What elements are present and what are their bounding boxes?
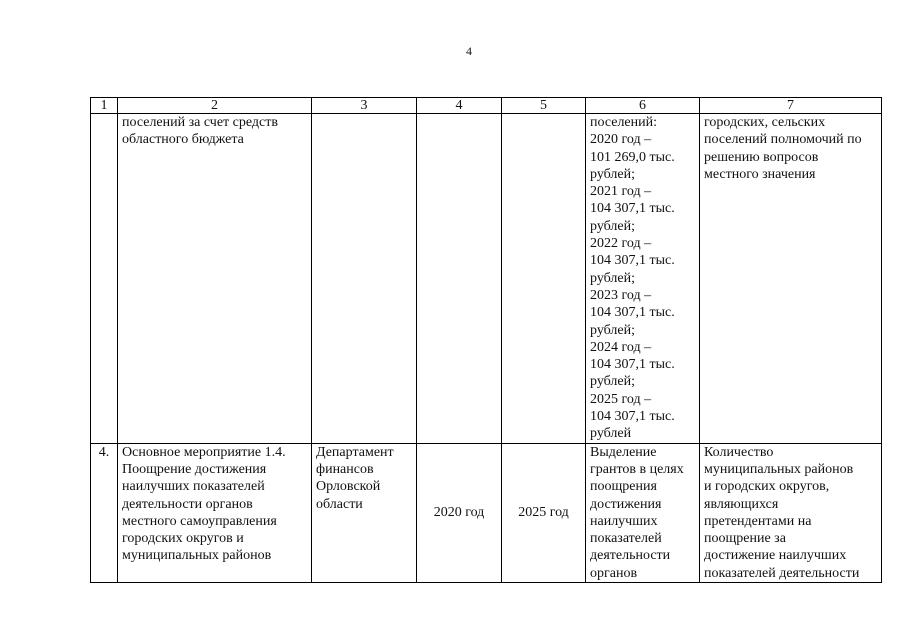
expected-result-cell bbox=[586, 114, 700, 444]
start-date-cell bbox=[417, 114, 502, 444]
header-col-2: 2 bbox=[118, 98, 312, 114]
cell-text-line: деятельности органов bbox=[122, 496, 253, 512]
cell-text-line: 2025 год – bbox=[590, 391, 652, 407]
cell-text-line: рублей bbox=[590, 426, 632, 442]
cell-text-line: рублей; bbox=[590, 218, 635, 234]
cell-text-line: городских, сельских bbox=[704, 115, 826, 130]
header-col-5: 5 bbox=[502, 98, 586, 114]
cell-text-line: Основное мероприятие 1.4. bbox=[122, 444, 286, 460]
cell-text-line: поселений за счет средств bbox=[122, 115, 278, 130]
cell-text-line: 2023 год – bbox=[590, 287, 652, 303]
cell-text-line: поселений: bbox=[590, 115, 658, 130]
cell-text-line: грантов в целях bbox=[590, 461, 684, 477]
header-col-6: 6 bbox=[586, 98, 700, 114]
cell-text-line: 2021 год – bbox=[590, 184, 652, 200]
cell-text-line: Департамент bbox=[316, 444, 394, 460]
cell-text-line: муниципальных районов bbox=[704, 461, 854, 477]
cell-text-line: 2022 год – bbox=[590, 236, 652, 252]
page-number: 4 bbox=[466, 44, 472, 58]
cell-text-line: достижения bbox=[590, 496, 662, 512]
cell-text-line: поощрения bbox=[590, 479, 657, 495]
measure-name-cell bbox=[118, 114, 312, 444]
cell-text-line: рублей; bbox=[590, 270, 635, 286]
cell-text-line: рублей; bbox=[590, 166, 635, 182]
row-number-cell bbox=[91, 114, 118, 444]
cell-text-line: 104 307,1 тыс. bbox=[590, 253, 675, 269]
cell-text-line: являющихся bbox=[704, 496, 779, 512]
cell-text-line: поселений полномочий по bbox=[704, 132, 862, 148]
cell-text-line: Поощрение достижения bbox=[122, 461, 267, 477]
cell-text-line: 104 307,1 тыс. bbox=[590, 305, 675, 321]
cell-text-line: местного самоуправления bbox=[122, 513, 277, 529]
executor-cell bbox=[312, 443, 417, 582]
header-col-3: 3 bbox=[312, 98, 417, 114]
table-row bbox=[91, 443, 882, 582]
cell-text-line: рублей; bbox=[590, 322, 635, 338]
cell-text-line: достижение наилучших bbox=[704, 548, 847, 564]
indicator-cell bbox=[700, 114, 882, 444]
header-col-4: 4 bbox=[417, 98, 502, 114]
cell-text-line: и городских округов, bbox=[704, 479, 830, 495]
cell-text-line: поощрение за bbox=[704, 531, 786, 547]
cell-text-line: наилучших показателей bbox=[122, 479, 265, 495]
cell-text-line: показателей bbox=[590, 531, 662, 547]
cell-text-line: 2024 год – bbox=[590, 339, 652, 355]
header-row bbox=[91, 98, 882, 114]
executor-cell bbox=[312, 114, 417, 444]
end-date-cell bbox=[502, 114, 586, 444]
cell-text-line: муниципальных районов bbox=[122, 548, 272, 564]
expected-result-cell bbox=[586, 443, 700, 582]
cell-text-line: местного значения bbox=[704, 166, 816, 182]
cell-text-line: городских округов и bbox=[122, 531, 244, 547]
end-date-cell: 2025 год bbox=[502, 443, 586, 582]
cell-text-line: решению вопросов bbox=[704, 149, 819, 165]
cell-text-line: претендентами на bbox=[704, 513, 812, 529]
cell-text-line: наилучших bbox=[590, 513, 658, 529]
cell-text-line: 104 307,1 тыс. bbox=[590, 201, 675, 217]
cell-text-line: области bbox=[316, 496, 363, 512]
cell-text-line: 2020 год – bbox=[590, 132, 652, 148]
cell-text-line: областного бюджета bbox=[122, 132, 244, 148]
measures-table bbox=[90, 97, 882, 583]
start-date-cell: 2020 год bbox=[417, 443, 502, 582]
cell-text-line: 101 269,0 тыс. bbox=[590, 149, 675, 165]
cell-text-line: Выделение bbox=[590, 444, 657, 460]
cell-text-line: финансов bbox=[316, 461, 374, 477]
row-number-cell: 4. bbox=[91, 443, 118, 582]
header-col-1: 1 bbox=[91, 98, 118, 114]
cell-text-line: органов bbox=[590, 565, 638, 581]
cell-text-line: 104 307,1 тыс. bbox=[590, 357, 675, 373]
table-row bbox=[91, 114, 882, 444]
cell-text-line: Количество bbox=[704, 444, 774, 460]
header-col-7: 7 bbox=[700, 98, 882, 114]
cell-text-line: рублей; bbox=[590, 374, 635, 390]
measure-name-cell bbox=[118, 443, 312, 582]
cell-text-line: показателей деятельности bbox=[704, 565, 860, 581]
cell-text-line: 104 307,1 тыс. bbox=[590, 409, 675, 425]
indicator-cell bbox=[700, 443, 882, 582]
cell-text-line: Орловской bbox=[316, 479, 381, 495]
cell-text-line: деятельности bbox=[590, 548, 671, 564]
